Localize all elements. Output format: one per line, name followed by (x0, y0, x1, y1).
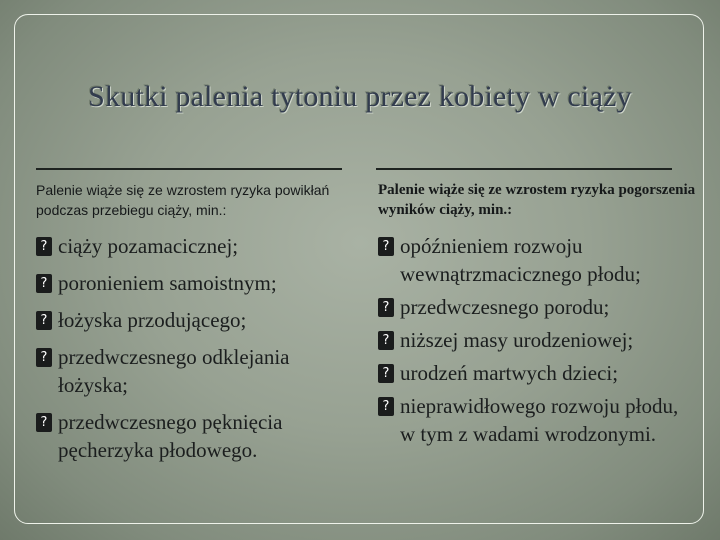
right-divider (376, 168, 672, 170)
bullet-icon: ? (36, 348, 52, 367)
list-item (378, 392, 696, 448)
bullet-icon: ? (36, 237, 52, 256)
left-intro: Palenie wiąże się ze wzrostem ryzyka powikłań podczas przebiegu ciąży, min.: (36, 182, 330, 218)
list-item (36, 343, 354, 399)
left-list (36, 232, 354, 464)
list-item (378, 326, 696, 354)
right-list (378, 232, 696, 448)
list-item (378, 359, 696, 387)
list-item (378, 232, 696, 288)
list-item-text: niższej masy urodzeniowej; (400, 328, 634, 352)
bullet-icon: ? (36, 413, 52, 432)
slide-title: Skutki palenia tytoniu przez kobiety w ciąży (88, 80, 632, 113)
right-intro: Palenie wiąże się ze wzrostem ryzyka pogorszenia wyników ciąży, min.: (378, 182, 696, 218)
right-column (378, 180, 696, 453)
bullet-icon: ? (378, 237, 394, 256)
bullet-icon: ? (378, 298, 394, 317)
list-item-text: przedwczesnego porodu; (400, 295, 610, 319)
list-item (36, 408, 354, 464)
bullet-icon: ? (36, 274, 52, 293)
bullet-icon: ? (36, 311, 52, 330)
list-item-text: ciąży pozamacicznej; (58, 234, 239, 258)
list-item (36, 269, 354, 297)
list-item-text: poronieniem samoistnym; (58, 271, 277, 295)
list-item (36, 306, 354, 334)
list-item (36, 232, 354, 260)
list-item-text: przedwczesnego odklejania łożyska; (58, 345, 290, 397)
left-divider (36, 168, 342, 170)
list-item (378, 293, 696, 321)
list-item-text: nieprawidłowego rozwoju płodu, w tym z wadami wrodzonymi. (400, 394, 679, 446)
bullet-icon: ? (378, 331, 394, 350)
list-item-text: przedwczesnego pęknięcia pęcherzyka płodowego. (58, 410, 283, 462)
bullet-icon: ? (378, 397, 394, 416)
list-item-text: opóźnieniem rozwoju wewnątrzmacicznego płodu; (400, 234, 641, 286)
left-column (36, 180, 354, 473)
bullet-icon: ? (378, 364, 394, 383)
list-item-text: łożyska przodującego; (58, 308, 247, 332)
list-item-text: urodzeń martwych dzieci; (400, 361, 619, 385)
